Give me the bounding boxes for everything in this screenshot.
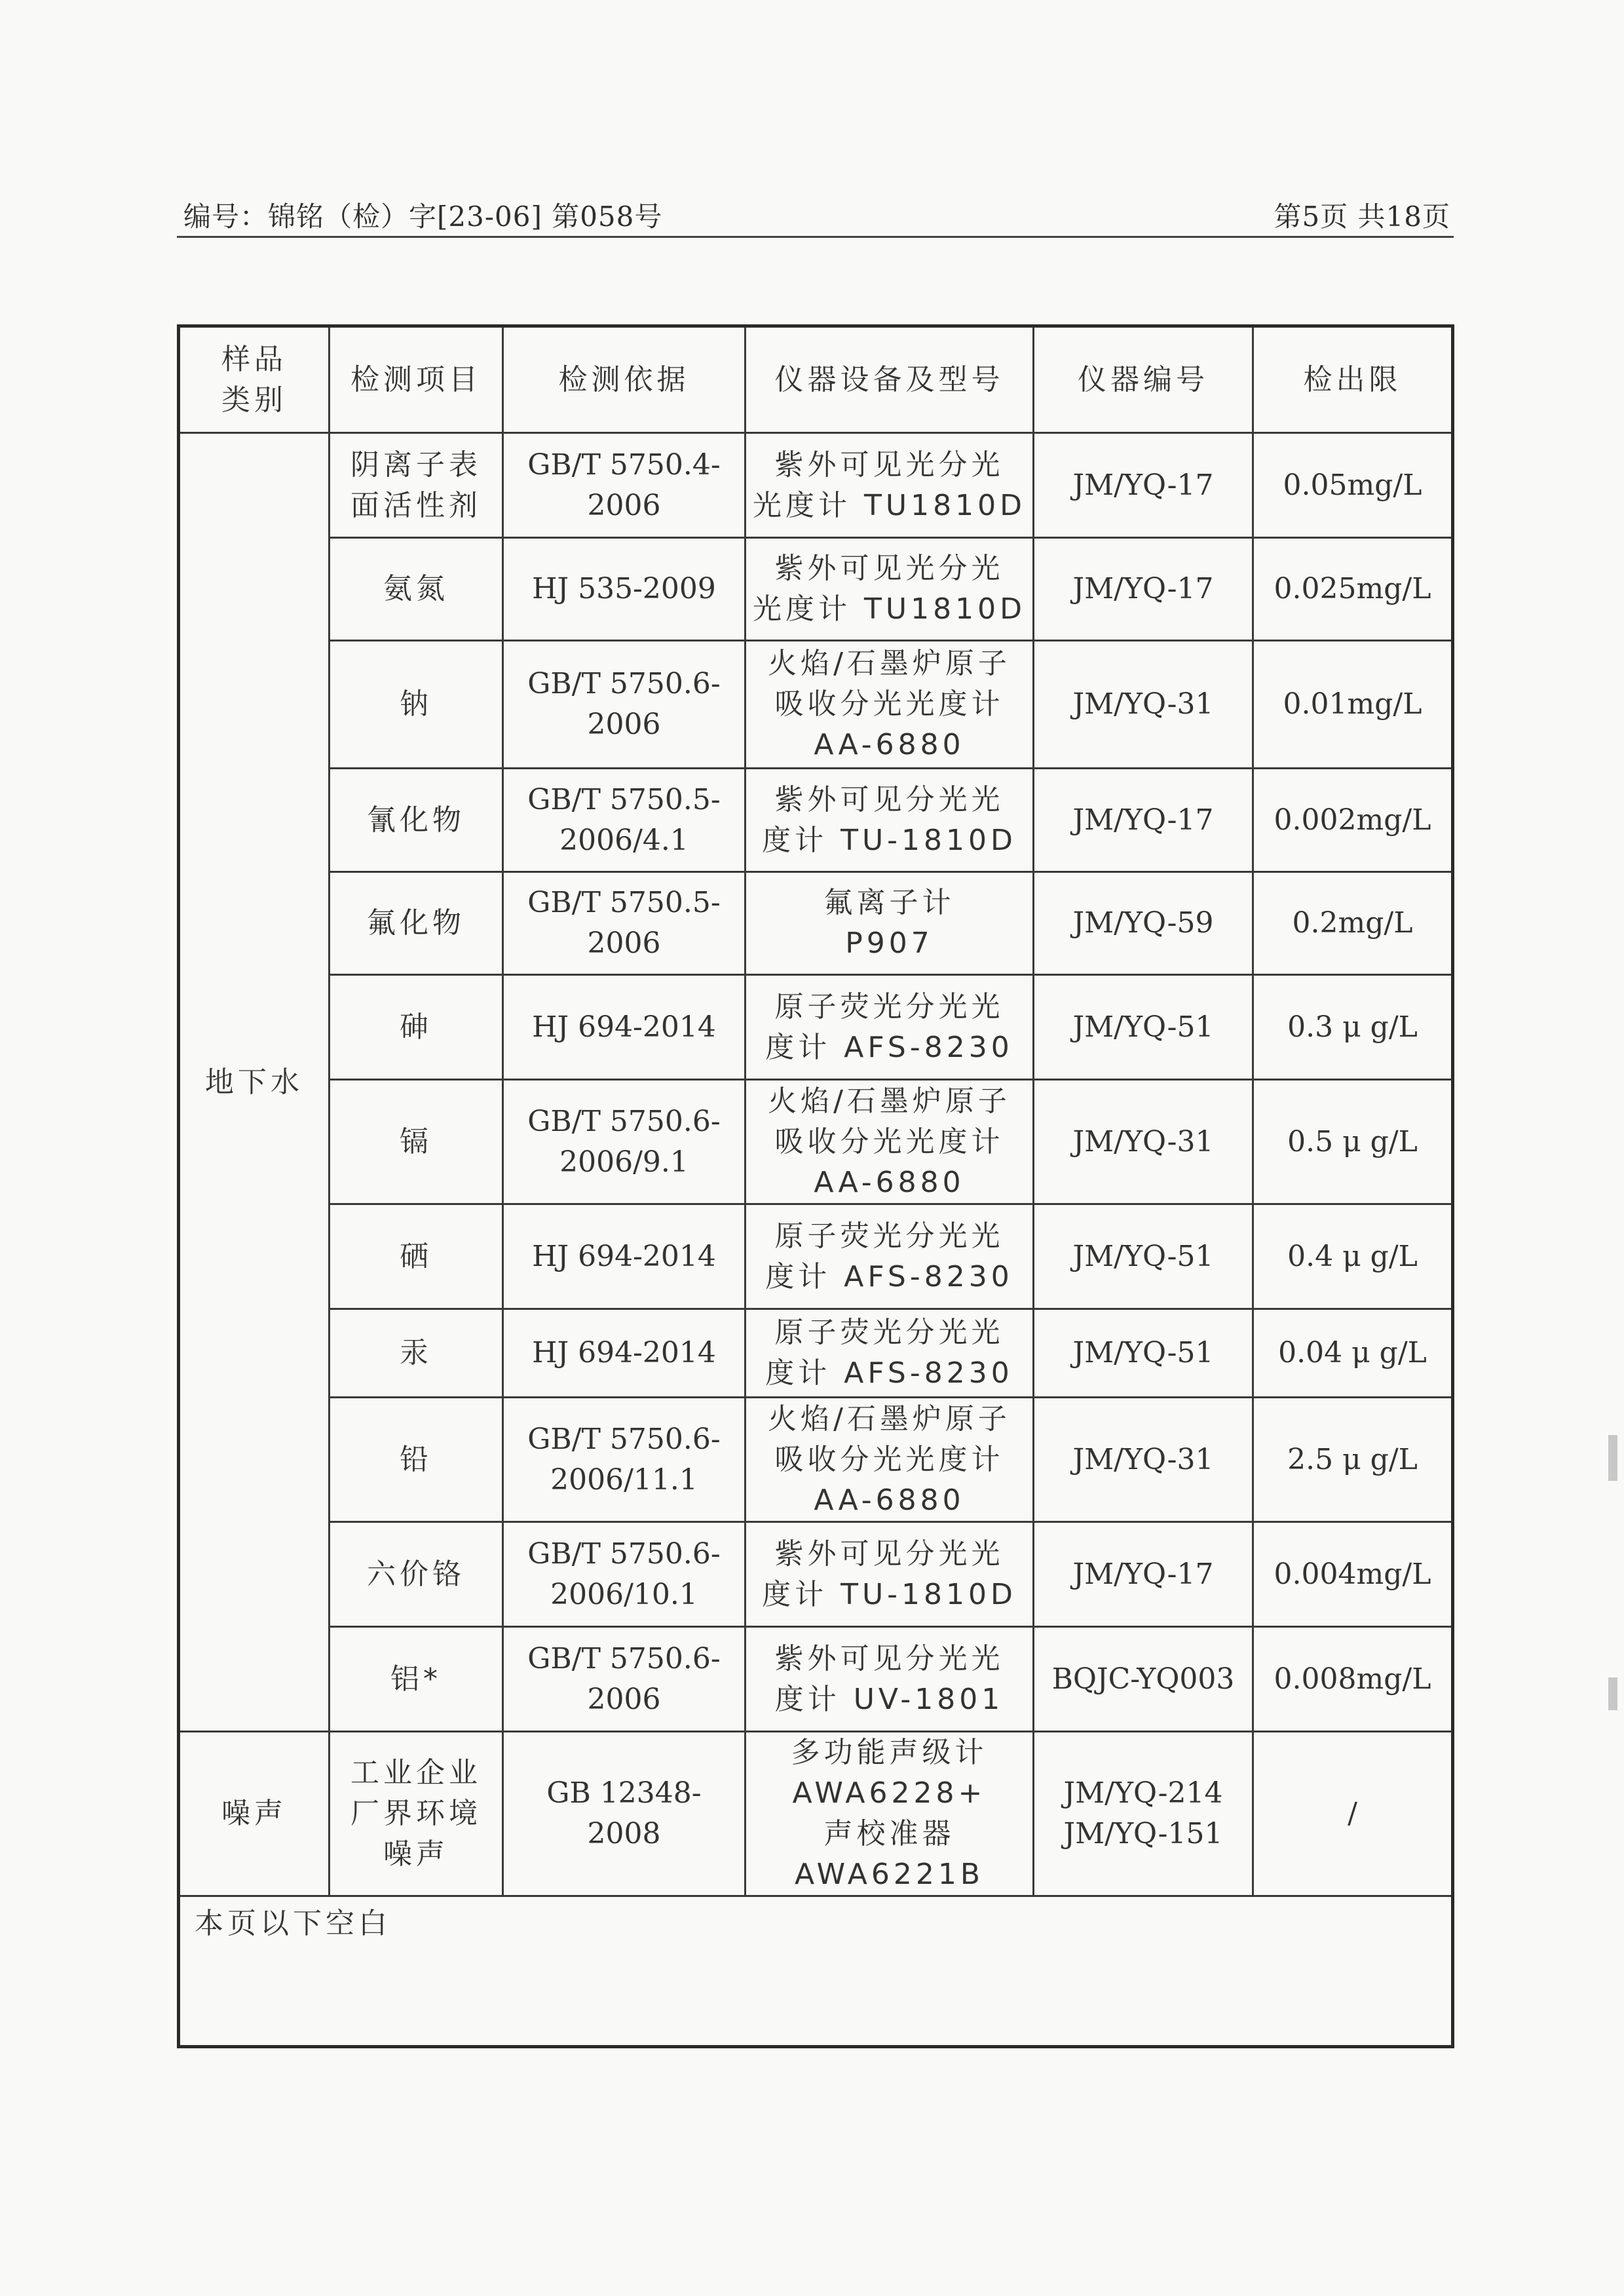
instrument-no-cell: JM/YQ-17 — [1034, 769, 1253, 872]
test-basis-cell: GB/T 5750.6- 2006 — [503, 1627, 746, 1732]
test-basis-cell: GB/T 5750.6- 2006/10.1 — [503, 1522, 746, 1627]
instrument-no-cell: JM/YQ-59 — [1034, 872, 1253, 975]
detection-limit-cell: 0.04 μ g/L — [1253, 1309, 1453, 1398]
detection-limit-cell: 0.3 μ g/L — [1253, 975, 1453, 1080]
instrument-no-cell: JM/YQ-31 — [1034, 641, 1253, 769]
instrument-no-cell: BQJC-YQ003 — [1034, 1627, 1253, 1732]
detection-limit-cell: 0.002mg/L — [1253, 769, 1453, 872]
detection-limit-cell: 0.004mg/L — [1253, 1522, 1453, 1627]
test-item-cell: 六价铬 — [330, 1522, 503, 1627]
table-row — [179, 975, 1453, 1080]
instrument-cell: 原子荧光分光光 度计 AFS-8230 — [746, 1309, 1034, 1398]
col-header-test-item: 检测项目 — [330, 326, 503, 433]
table-row — [179, 641, 1453, 769]
test-basis-cell: GB/T 5750.6- 2006/9.1 — [503, 1080, 746, 1204]
test-item-cell: 阴离子表 面活性剂 — [330, 433, 503, 538]
edge-stamp-mark — [1608, 1435, 1617, 1481]
instrument-cell: 火焰/石墨炉原子 吸收分光光度计 AA-6880 — [746, 1080, 1034, 1204]
instrument-cell: 原子荧光分光光 度计 AFS-8230 — [746, 1204, 1034, 1309]
blank-note-row — [179, 1896, 1453, 2047]
sample-category-cell: 地下水 — [179, 433, 330, 1732]
instrument-cell: 紫外可见分光光 度计 TU-1810D — [746, 1522, 1034, 1627]
test-basis-cell: HJ 535-2009 — [503, 538, 746, 641]
table-row — [179, 872, 1453, 975]
detection-limit-cell: 0.5 μ g/L — [1253, 1080, 1453, 1204]
test-basis-cell: GB 12348- 2008 — [503, 1732, 746, 1896]
instrument-no-cell: JM/YQ-17 — [1034, 538, 1253, 641]
header-rule — [177, 236, 1454, 238]
test-basis-cell: HJ 694-2014 — [503, 1309, 746, 1398]
instrument-cell: 氟离子计 P907 — [746, 872, 1034, 975]
instrument-cell: 紫外可见分光光 度计 TU-1810D — [746, 769, 1034, 872]
table-body — [179, 326, 1453, 2047]
test-basis-cell: HJ 694-2014 — [503, 975, 746, 1080]
detection-limit-cell: 2.5 μ g/L — [1253, 1398, 1453, 1522]
instrument-no-cell: JM/YQ-17 — [1034, 433, 1253, 538]
instrument-no-cell: JM/YQ-214 JM/YQ-151 — [1034, 1732, 1253, 1896]
table-row — [179, 769, 1453, 872]
page-number: 第5页 共18页 — [1274, 201, 1450, 233]
instrument-cell: 紫外可见光分光 光度计 TU1810D — [746, 433, 1034, 538]
test-basis-cell: GB/T 5750.4- 2006 — [503, 433, 746, 538]
col-header-detection-limit: 检出限 — [1253, 326, 1453, 433]
test-item-cell: 氟化物 — [330, 872, 503, 975]
test-item-cell: 氨氮 — [330, 538, 503, 641]
table-row — [179, 1522, 1453, 1627]
instrument-no-cell: JM/YQ-51 — [1034, 1309, 1253, 1398]
instrument-no-cell: JM/YQ-51 — [1034, 1204, 1253, 1309]
test-basis-cell: GB/T 5750.5- 2006 — [503, 872, 746, 975]
report-code: 编号：锦铭（检）字[23-06] 第058号 — [183, 201, 663, 233]
table-row — [179, 1309, 1453, 1398]
test-item-cell: 钠 — [330, 641, 503, 769]
instrument-cell: 紫外可见分光光 度计 UV-1801 — [746, 1627, 1034, 1732]
detection-limit-cell: 0.01mg/L — [1253, 641, 1453, 769]
test-basis-cell: GB/T 5750.6- 2006 — [503, 641, 746, 769]
col-header-sample-category: 样品 类别 — [179, 326, 330, 433]
instrument-cell: 多功能声级计 AWA6228+ 声校准器 AWA6221B — [746, 1732, 1034, 1896]
table-row — [179, 1398, 1453, 1522]
table-row — [179, 1080, 1453, 1204]
table-row — [179, 538, 1453, 641]
instrument-no-cell: JM/YQ-51 — [1034, 975, 1253, 1080]
table-header-row — [179, 326, 1453, 433]
instrument-cell: 原子荧光分光光 度计 AFS-8230 — [746, 975, 1034, 1080]
table-row — [179, 1204, 1453, 1309]
detection-limit-cell: 0.008mg/L — [1253, 1627, 1453, 1732]
test-basis-cell: HJ 694-2014 — [503, 1204, 746, 1309]
detection-limit-cell: 0.4 μ g/L — [1253, 1204, 1453, 1309]
test-item-cell: 铅 — [330, 1398, 503, 1522]
col-header-instrument-no: 仪器编号 — [1034, 326, 1253, 433]
test-item-cell: 硒 — [330, 1204, 503, 1309]
table-row — [179, 1627, 1453, 1732]
table-row — [179, 433, 1453, 538]
test-item-cell: 氰化物 — [330, 769, 503, 872]
instrument-no-cell: JM/YQ-31 — [1034, 1398, 1253, 1522]
sample-category-cell: 噪声 — [179, 1732, 330, 1896]
col-header-test-basis: 检测依据 — [503, 326, 746, 433]
col-header-instrument-model: 仪器设备及型号 — [746, 326, 1034, 433]
instrument-cell: 火焰/石墨炉原子 吸收分光光度计 AA-6880 — [746, 1398, 1034, 1522]
instrument-no-cell: JM/YQ-31 — [1034, 1080, 1253, 1204]
test-item-cell: 镉 — [330, 1080, 503, 1204]
test-item-cell: 工业企业 厂界环境 噪声 — [330, 1732, 503, 1896]
table-row — [179, 1732, 1453, 1896]
instrument-cell: 紫外可见光分光 光度计 TU1810D — [746, 538, 1034, 641]
instrument-cell: 火焰/石墨炉原子 吸收分光光度计 AA-6880 — [746, 641, 1034, 769]
test-item-cell: 砷 — [330, 975, 503, 1080]
blank-note-text: 本页以下空白 — [179, 1896, 1453, 2047]
instrument-no-cell: JM/YQ-17 — [1034, 1522, 1253, 1627]
test-item-cell: 汞 — [330, 1309, 503, 1398]
detection-methods-table — [177, 324, 1454, 2048]
detection-limit-cell: 0.2mg/L — [1253, 872, 1453, 975]
detection-limit-cell: 0.05mg/L — [1253, 433, 1453, 538]
test-basis-cell: GB/T 5750.5- 2006/4.1 — [503, 769, 746, 872]
test-item-cell: 铝* — [330, 1627, 503, 1732]
test-basis-cell: GB/T 5750.6- 2006/11.1 — [503, 1398, 746, 1522]
detection-limit-cell: 0.025mg/L — [1253, 538, 1453, 641]
edge-stamp-mark — [1608, 1677, 1617, 1710]
detection-limit-cell: / — [1253, 1732, 1453, 1896]
